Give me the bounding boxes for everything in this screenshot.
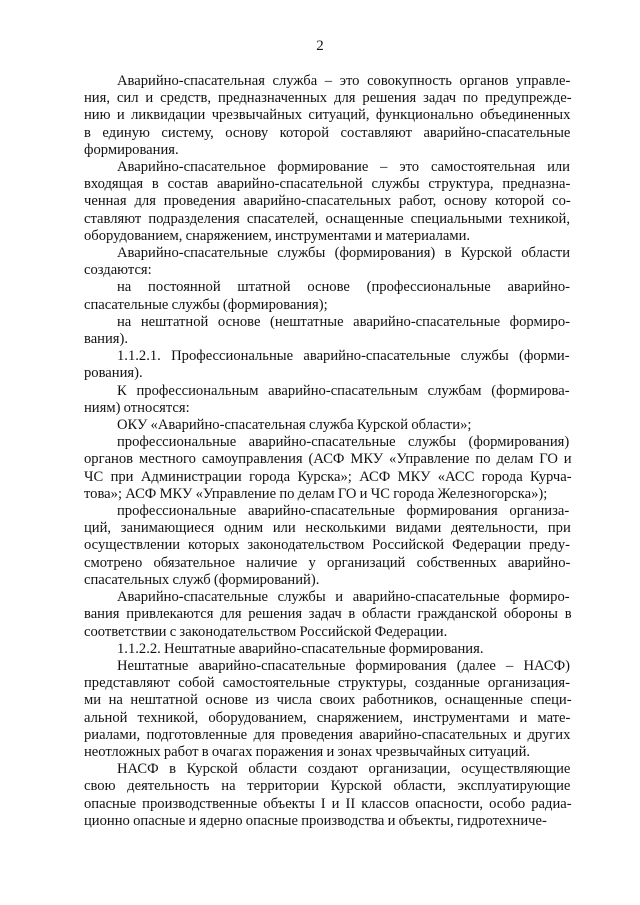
text-line: риалами, подготовленные для проведения аварийно-спасательных и других [84,726,571,743]
text-line: вания). [84,331,129,348]
text-line: опасные производственные объекты I и II классов опасности, особо радиа- [84,795,572,812]
text-line: ниям) относятся: [84,399,190,416]
text-line: ставляют подразделения спасателей, оснащенные специальными техникой, [84,210,570,227]
text-line: ций, занимающиеся одним или несколькими видами деятельности, при [84,520,571,537]
text-line: оборудованием, снаряжением, инструментами и материалами. [84,227,471,244]
text-line: ЧС при Администрации города Курска»; АСФ МКУ «АСС города Курча- [84,468,572,485]
text-line: создаются: [84,262,152,279]
paragraph [84,159,571,245]
text-line: профессиональные аварийно-спасательные формирования организа- [117,503,570,520]
text-line: свою деятельность на территории Курской области, эксплуатирующие [84,778,571,795]
text-line: соответствии с законодательством Российской Федерации. [84,623,448,640]
text-line: осуществлении которых законодательством Российской Федерации преду- [84,537,570,554]
paragraph [84,245,568,279]
paragraph [84,383,568,417]
text-line: Аварийно-спасательные службы (формирования) в Курской области [117,245,570,262]
text-line: органов местного самоуправления (АСФ МКУ «Управление по делам ГО и [84,451,572,468]
paragraph [84,761,572,830]
text-line: смотрено обязательное наличие у организаций собственных аварийно- [84,554,571,571]
paragraph [84,348,568,382]
text-line: профессиональные аварийно-спасательные службы (формирования) [117,434,570,451]
text-line: вания привлекаются для решения задач в области гражданской обороны в [84,606,572,623]
text-line: К профессиональным аварийно-спасательным службам (формирова- [117,382,570,399]
text-line: Аварийно-спасательное формирование – это самостоятельная или [117,159,570,176]
text-line: на постоянной штатной основе (профессиональные аварийно- [117,279,570,296]
paragraph [84,657,572,761]
text-line: формирования. [84,141,179,158]
text-line: нию и ликвидации чрезвычайных ситуаций, функционально объединенных [84,107,571,124]
paragraph [84,314,568,348]
text-line: ченная для проведения аварийно-спасательных работ, основу которой со- [84,193,571,210]
text-line: ОКУ «Аварийно-спасательная служба Курской области»; [117,417,472,434]
text-line: спасательные службы (формирования); [84,296,328,313]
text-line: в единую систему, основу которой составляют аварийно-спасательные [84,124,571,141]
text-line: входящая в состав аварийно-спасательной службы структура, предназна- [84,176,571,193]
text-line: ми на нештатной основе из числа своих работников, оснащенные специ- [84,692,572,709]
paragraph [84,73,572,159]
text-line: неотложных работ в очагах поражения и зонах чрезвычайных ситуаций. [84,743,531,760]
paragraph [84,434,572,503]
paragraph [84,417,568,434]
page-number: 2 [316,38,324,54]
text-line: на нештатной основе (нештатные аварийно-спасательные формиро- [117,313,570,330]
document-body [84,73,572,830]
text-line: 1.1.2.2. Нештатные аварийно-спасательные формирования. [117,640,484,657]
paragraph [84,279,568,313]
text-line: ния, сил и средств, предназначенных для решения задач по предупрежде- [84,90,572,107]
text-line: НАСФ в Курской области создают организации, осуществляющие [117,761,571,778]
text-line: Нештатные аварийно-спасательные формирования (далее – НАСФ) [117,657,570,674]
paragraph [84,503,571,589]
text-line: това»; АСФ МКУ «Управление по делам ГО и ЧС города Железногорска»); [84,485,548,502]
text-line: 1.1.2.1. Профессиональные аварийно-спасательные службы (форми- [117,348,570,365]
text-line: альной техникой, оборудованием, снаряжением, инструментами и мате- [84,709,571,726]
text-line: спасательных служб (формирований). [84,571,320,588]
paragraph [84,641,568,658]
paragraph [84,589,572,641]
text-line: Аварийно-спасательная служба – это совокупность органов управле- [117,73,571,89]
text-line: ционно опасные и ядерно опасные производства и объекты, гидротехниче- [84,812,547,829]
text-line: Аварийно-спасательные службы и аварийно-спасательные формиро- [117,589,570,606]
text-line: представляют собой самостоятельные структуры, созданные организация- [84,675,570,692]
text-line: рования). [84,365,143,382]
